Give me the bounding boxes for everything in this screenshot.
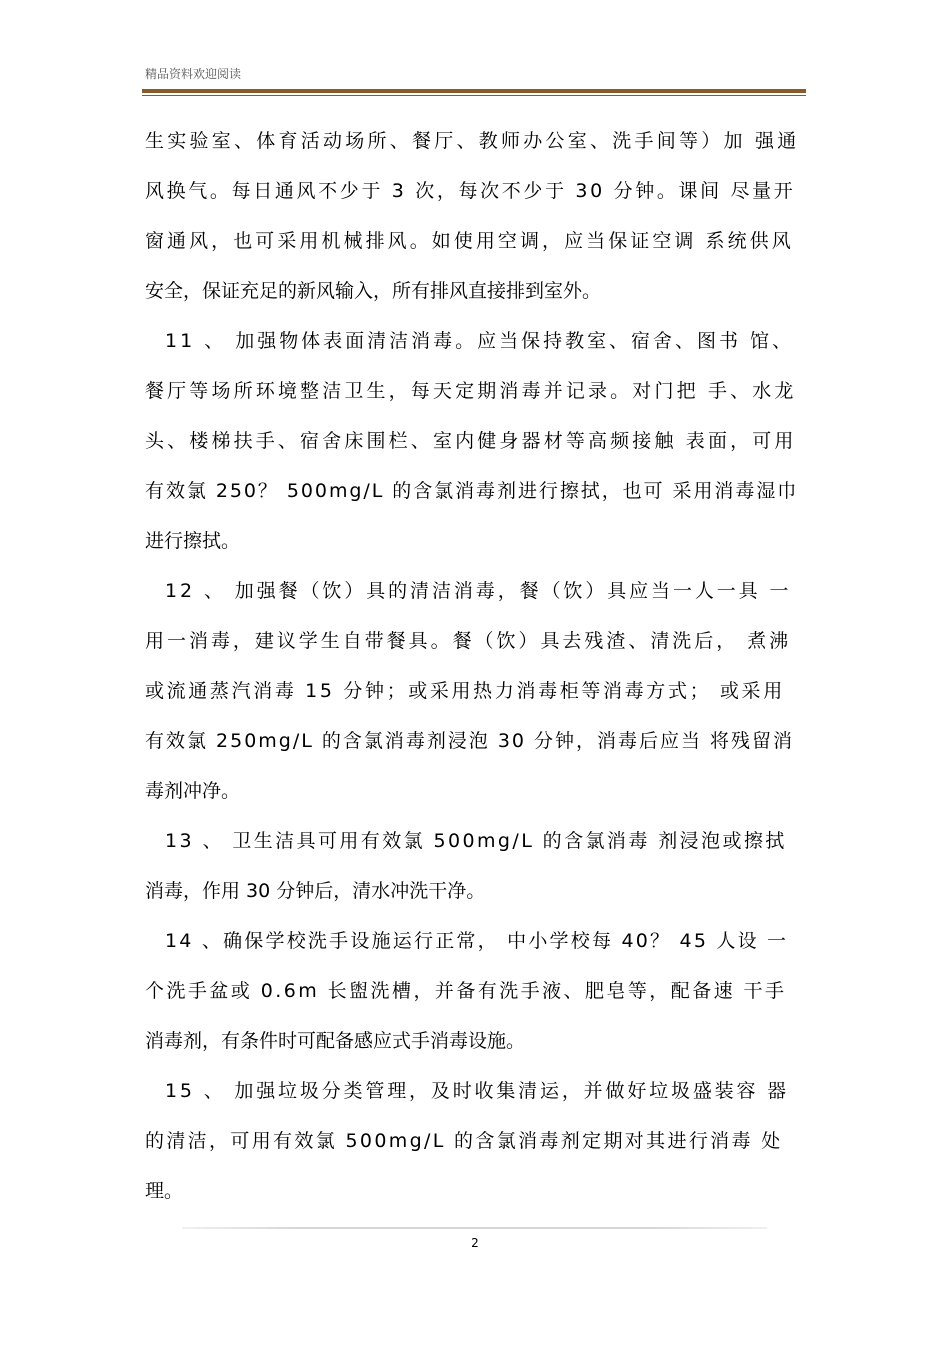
text-line: 进行擦拭。 [145, 530, 241, 552]
text-line: 11 、 加强物体表面清洁消毒。应当保持教室、宿舍、图书 馆、 [165, 330, 795, 352]
text-line: 用一消毒，建议学生自带餐具。餐（饮）具去残渣、清洗后， 煮沸 [145, 630, 792, 652]
text-line: 有效氯 250？ 500mg/L 的含氯消毒剂进行擦拭，也可 采用消毒湿巾 [145, 480, 799, 502]
document-body [145, 125, 806, 1225]
text-line: 14 、确保学校洗手设施运行正常， 中小学校每 40？ 45 人设 一 [165, 930, 789, 952]
header-rule-thin [142, 95, 806, 96]
footer-rule [182, 1227, 767, 1229]
text-line: 12 、 加强餐（饮）具的清洁消毒，餐（饮）具应当一人一具 一 [165, 580, 792, 602]
text-line: 13 、 卫生洁具可用有效氯 500mg/L 的含氯消毒 剂浸泡或擦拭 [165, 830, 787, 852]
page-header-text: 精品资料欢迎阅读 [145, 67, 242, 81]
text-line: 15 、 加强垃圾分类管理，及时收集清运，并做好垃圾盛装容 器 [165, 1080, 790, 1102]
text-line: 有效氯 250mg/L 的含氯消毒剂浸泡 30 分钟，消毒后应当 将残留消 [145, 730, 795, 752]
text-line: 个洗手盆或 0.6m 长盥洗槽，并备有洗手液、肥皂等，配备速 干手 [145, 980, 787, 1002]
text-line: 餐厅等场所环境整洁卫生，每天定期消毒并记录。对门把 手、水龙 [145, 380, 797, 402]
text-line: 消毒剂，有条件时可配备感应式手消毒设施。 [145, 1030, 526, 1052]
page-number: 2 [471, 1236, 479, 1250]
text-line: 安全，保证充足的新风输入，所有排风直接排到室外。 [145, 280, 602, 302]
text-line: 消毒，作用 30 分钟后，清水冲洗干净。 [145, 880, 486, 902]
text-line: 或流通蒸汽消毒 15 分钟；或采用热力消毒柜等消毒方式； 或采用 [145, 680, 785, 702]
text-line: 毒剂冲净。 [145, 780, 241, 802]
text-line: 风换气。每日通风不少于 3 次，每次不少于 30 分钟。课间 尽量开 [145, 180, 796, 202]
text-line: 生实验室、体育活动场所、餐厅、教师办公室、洗手间等）加 强通 [145, 130, 800, 152]
header-rule-thick [142, 89, 806, 93]
text-line: 头、楼梯扶手、宿舍床围栏、室内健身器材等高频接触 表面，可用 [145, 430, 797, 452]
text-line: 理。 [145, 1180, 184, 1202]
text-line: 的清洁，可用有效氯 500mg/L 的含氯消毒剂定期对其进行消毒 处 [145, 1130, 783, 1152]
text-line: 窗通风，也可采用机械排风。如使用空调，应当保证空调 系统供风 [145, 230, 794, 252]
